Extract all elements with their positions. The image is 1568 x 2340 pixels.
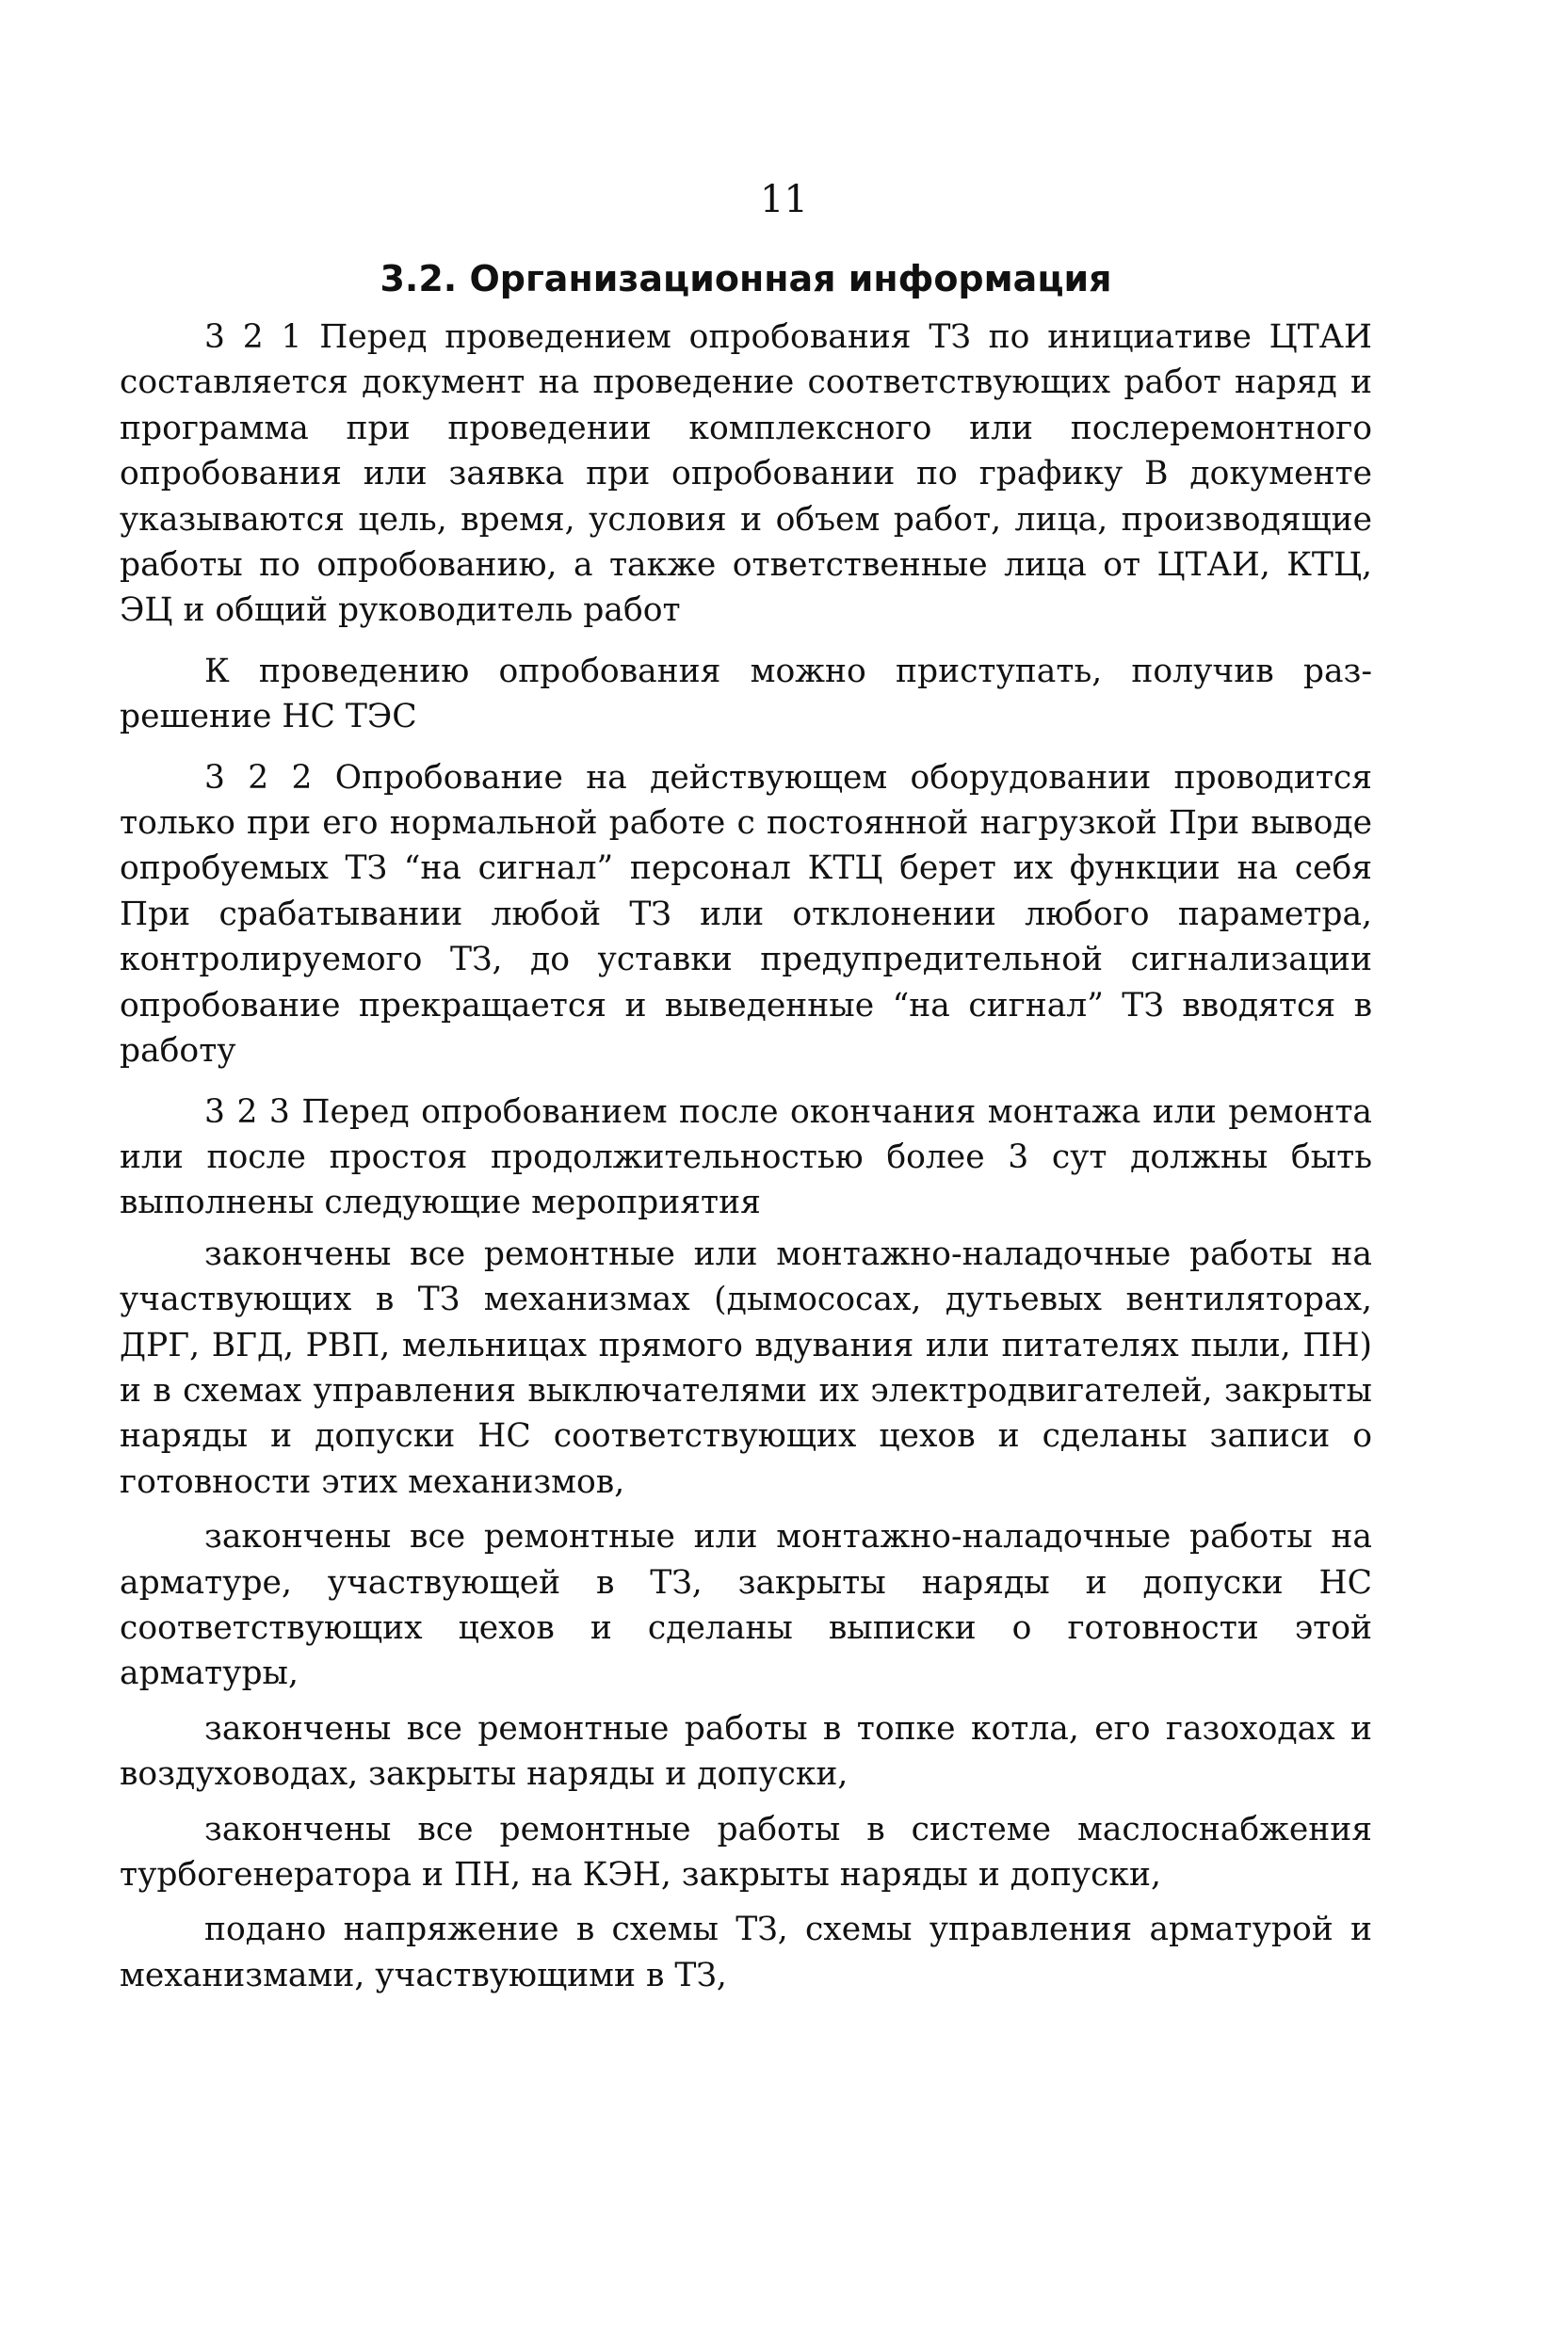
document-body	[120, 252, 1372, 2008]
section-heading: 3.2. Организационная информация	[380, 258, 1112, 299]
list-item: закончены все ремонтные или монтажно-наладочные работы на участвующих в ТЗ механизмах (дымососах, дутьевых вентиляторах, ДРГ, ВГД, РВП, мельницах прямого вдувания или питателях пыли, ПН) и в схемах управления выключателями их электродвигателей, закрыты наряды и допуски НС соответствующих цехов и сделаны записи о готовности этих механизмов,	[120, 1235, 1372, 1501]
paragraph-3-2-2: 3 2 2 Опробование на действующем оборудовании проводится только при его нормальной работе с постоянной нагрузкой При выводе опробуемых ТЗ “на сигнал” персонал КТЦ берет их функции на себя При срабатывании любой ТЗ или отклонении любого параметра, контролируемого ТЗ, до уставки предупредительной сигнализации опробование прекращается и выведенные “на сигнал” ТЗ вводятся в работу	[120, 758, 1372, 1071]
measures-list	[120, 1232, 1372, 1999]
list-item: закончены все ремонтные работы в системе маслоснабжения турбогенератора и ПН, на КЭН, закрыты наряды и допуски,	[120, 1810, 1372, 1894]
paragraph-3-2-3: 3 2 3 Перед опробованием после окончания монтажа или ремонта или после простоя продолжительностью более 3 сут должны быть выполнены следующие мероприятия	[120, 1092, 1372, 1222]
page-number: 11	[760, 178, 808, 221]
paragraph-3-2-1: 3 2 1 Перед проведением опробования ТЗ по инициативе ЦТАИ составляется документ на проведение соответствующих работ наряд и программа при проведении комплексного или послеремонтного опробования или заявка при опробовании по графику В документе указываются цель, время, условия и объем работ, лица, производящие работы по опробованию, а также ответственные лица от ЦТАИ, КТЦ, ЭЦ и общий руководитель работ	[120, 318, 1372, 630]
list-item: закончены все ремонтные или монтажно-наладочные работы на арматуре, участвующей в ТЗ, закрыты наряды и допуски НС соответствующих цехов и сделаны выписки о готовности этой арматуры,	[120, 1518, 1372, 1693]
paragraph-permission: К проведению опробования можно приступать, получив разрешение НС ТЭС	[120, 652, 1372, 736]
list-item: подано напряжение в схемы ТЗ, схемы управления арматурой и механизмами, участвующими в ТЗ,	[120, 1911, 1372, 1994]
list-item: закончены все ремонтные работы в топке котла, его газоходах и воздуховодах, закрыты наряды и допуски,	[120, 1709, 1372, 1794]
